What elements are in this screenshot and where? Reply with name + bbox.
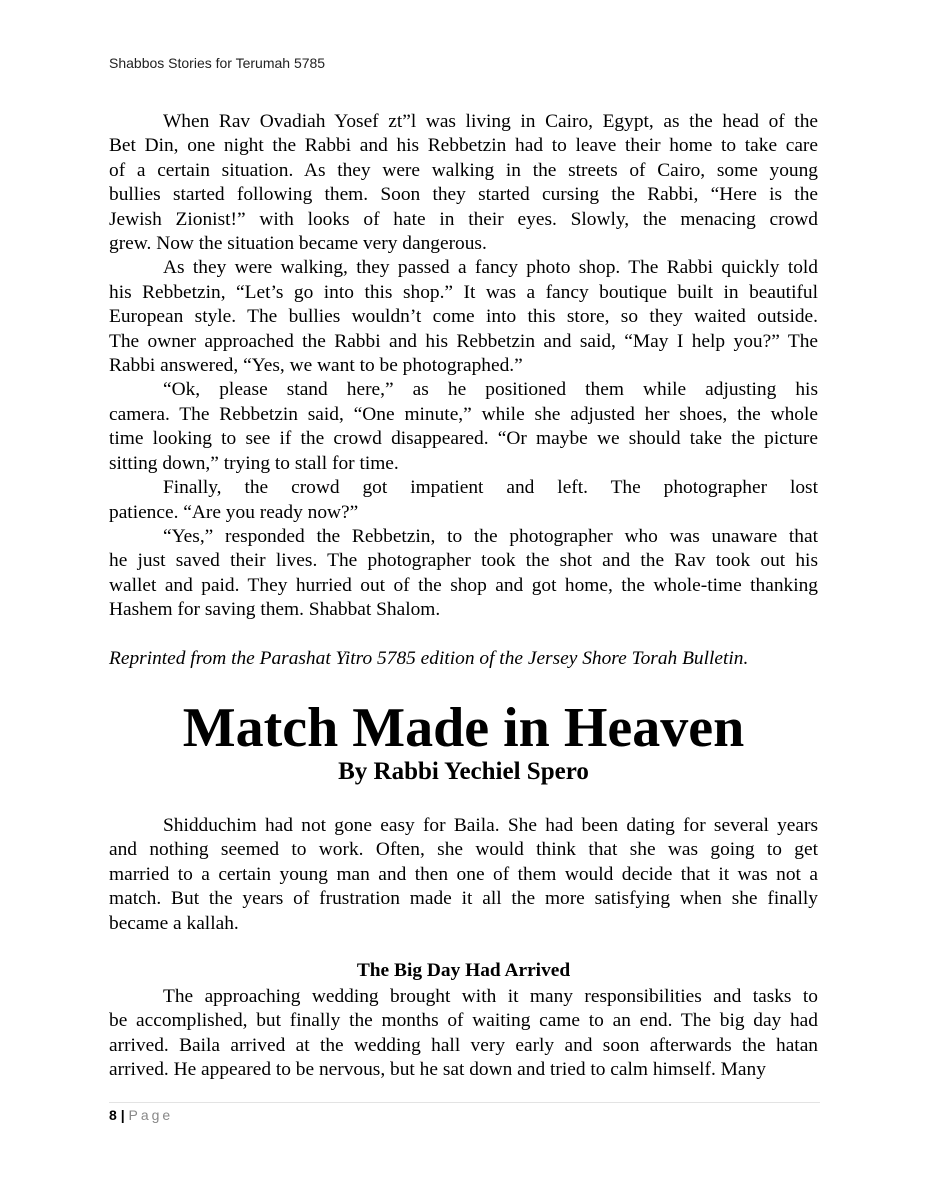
story-2-intro [109,814,818,936]
text-line: arrived. Baila arrived at the wedding hall very early and soon afterwards the hatan [109,1034,818,1056]
text-line: of a certain situation. As they were walking in the streets of Cairo, some young [109,159,818,181]
text-line: became a kallah. [109,912,239,934]
text-line: bullies started following them. Soon they started cursing the Rabbi, “Here is the [109,184,818,206]
text-line: match. But the years of frustration made it all the more satisfying when she finally [109,888,818,910]
story-1-body [109,110,818,623]
text-line: and nothing seemed to work. Often, she would think that she was going to get [109,839,818,861]
running-header: Shabbos Stories for Terumah 5785 [109,55,326,71]
story-2-section-body [109,985,818,1083]
footer-divider [109,1102,820,1103]
text-line: As they were walking, they passed a fancy photo shop. The Rabbi quickly told [163,257,818,279]
text-line: Finally, the crowd got impatient and left. The photographer lost [163,477,818,499]
text-line: wallet and paid. They hurried out of the shop and got home, the whole-time thanking [109,574,818,596]
article-title: Match Made in Heaven [182,697,745,759]
text-line: his Rebbetzin, “Let’s go into this shop.” It was a fancy boutique built in beautiful [109,281,818,303]
page-footer [109,1107,173,1123]
paragraph [109,256,818,378]
footer-separator: | [120,1107,125,1123]
page-label: Page [128,1107,174,1123]
text-line: Bet Din, one night the Rabbi and his Rebbetzin had to leave their home to take care [109,135,818,157]
paragraph [109,814,818,936]
text-line: camera. The Rebbetzin said, “One minute,” while she adjusted her shoes, the whole [109,403,818,425]
text-line: Shidduchim had not gone easy for Baila. She had been dating for several years [163,815,818,836]
paragraph [109,476,818,525]
article-byline: By Rabbi Yechiel Spero [338,758,589,785]
text-line: sitting down,” trying to stall for time. [109,452,399,474]
section-subheading: The Big Day Had Arrived [356,960,571,981]
text-line: The approaching wedding brought with it many responsibilities and tasks to [163,986,818,1007]
text-line: arrived. He appeared to be nervous, but he sat down and tried to calm himself. Many [109,1059,766,1081]
paragraph [109,525,818,623]
text-line: Rabbi answered, “Yes, we want to be photographed.” [109,355,523,377]
text-line: married to a certain young man and then one of them would decide that it was not a [109,863,818,885]
paragraph [109,378,818,476]
page-number: 8 [109,1107,117,1123]
text-line: Hashem for saving them. Shabbat Shalom. [109,599,441,621]
text-line: When Rav Ovadiah Yosef zt”l was living in Cairo, Egypt, as the head of the [163,111,818,132]
text-line: “Yes,” responded the Rebbetzin, to the photographer who was unaware that [163,525,818,547]
paragraph [109,110,818,256]
text-line: time looking to see if the crowd disappeared. “Or maybe we should take the picture [109,428,818,450]
reprint-note: Reprinted from the Parashat Yitro 5785 edition of the Jersey Shore Torah Bulletin. [109,648,749,669]
text-line: Jewish Zionist!” with looks of hate in their eyes. Slowly, the menacing crowd [109,208,818,230]
text-line: grew. Now the situation became very dangerous. [109,233,487,255]
text-line: he just saved their lives. The photographer took the shot and the Rav took out his [109,550,818,572]
paragraph [109,985,818,1083]
text-line: be accomplished, but finally the months of waiting came to an end. The big day had [109,1010,818,1032]
text-line: patience. “Are you ready now?” [109,501,359,523]
text-line: European style. The bullies wouldn’t come into this store, so they waited outside. [109,306,818,328]
text-line: “Ok, please stand here,” as he positioned them while adjusting his [163,379,818,401]
text-line: The owner approached the Rabbi and his Rebbetzin and said, “May I help you?” The [109,330,818,352]
